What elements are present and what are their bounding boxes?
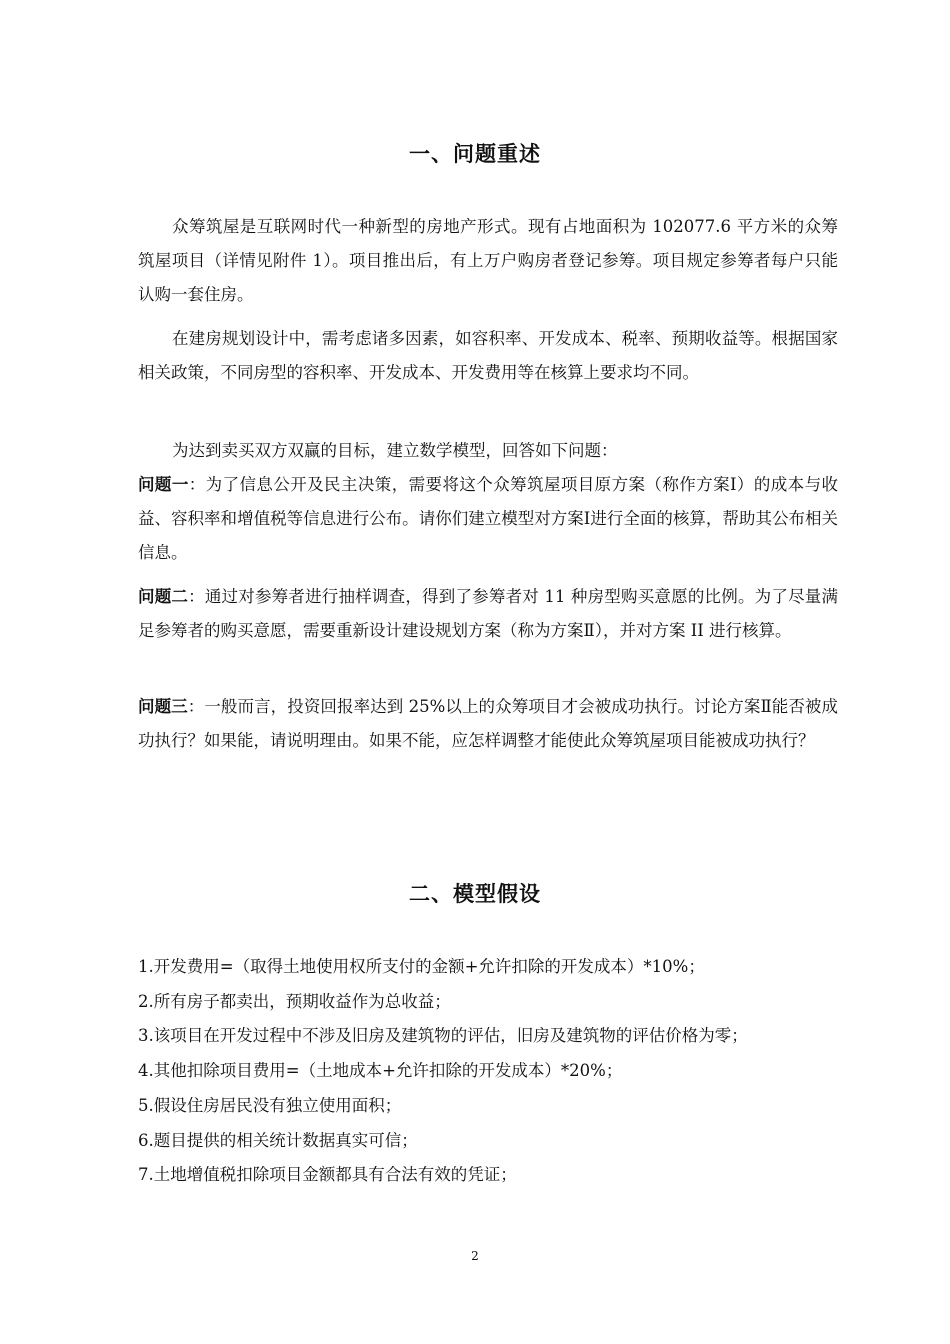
section-heading-model-assumptions: 二、模型假设 [409, 882, 541, 906]
question-one-text: ：为了信息公开及民主决策，需要将这个众筹筑屋项目原方案（称作方案Ⅰ）的成本与收益、容积率和增值税等信息进行公布。请你们建立模型对方案I进行全面的核算，帮助其公布相关信息。 [138, 475, 838, 562]
list-item: 6.题目提供的相关统计数据真实可信； [138, 1130, 418, 1150]
list-item: 2.所有房子都卖出，预期收益作为总收益； [138, 991, 451, 1011]
list-item: 5.假设住房居民没有独立使用面积； [138, 1095, 402, 1115]
question-one-label: 问题一 [138, 475, 189, 494]
question-two-label: 问题二 [138, 587, 189, 606]
paragraph-planning-factors: 在建房规划设计中，需考虑诸多因素，如容积率、开发成本、税率、预期收益等。根据国家相关政策，不同房型的容积率、开发成本、开发费用等在核算上要求均不同。 [138, 329, 838, 382]
section-heading-problem-restatement: 一、问题重述 [409, 142, 541, 166]
question-two-text: ：通过对参筹者进行抽样调查，得到了参筹者对 11 种房型购买意愿的比例。为了尽量满足参筹者的购买意愿，需要重新设计建设规划方案（称为方案Ⅱ），并对方案 II 进行核算。 [138, 587, 838, 640]
list-item: 1.开发费用=（取得土地使用权所支付的金额+允许扣除的开发成本）*10%； [138, 957, 705, 976]
list-item: 7.土地增值税扣除项目金额都具有合法有效的凭证； [138, 1165, 517, 1185]
paragraph-intro: 众筹筑屋是互联网时代一种新型的房地产形式。现有占地面积为 102077.6 平方米的众筹筑屋项目（详情见附件 1）。项目推出后，有上万户购房者登记参筹。项目规定参筹者每户只能认购一套住房。 [138, 217, 838, 304]
page-number: 2 [471, 1249, 479, 1263]
question-three-text: ：一般而言，投资回报率达到 25%以上的众筹项目才会被成功执行。讨论方案Ⅱ能否被成功执行？如果能，请说明理由。如果不能，应怎样调整才能使此众筹筑屋项目能被成功执行？ [138, 697, 838, 750]
paragraph-goal: 为达到卖买双方双赢的目标，建立数学模型，回答如下问题： [172, 441, 618, 460]
question-three-label: 问题三 [138, 697, 188, 716]
question-three [138, 690, 838, 758]
question-one [138, 468, 838, 570]
assumption-list [138, 950, 848, 1193]
list-item: 4.其他扣除项目费用=（土地成本+允许扣除的开发成本）*20%； [138, 1061, 623, 1081]
question-two [138, 580, 838, 648]
list-item: 3.该项目在开发过程中不涉及旧房及建筑物的评估，旧房及建筑物的评估价格为零； [138, 1026, 748, 1046]
